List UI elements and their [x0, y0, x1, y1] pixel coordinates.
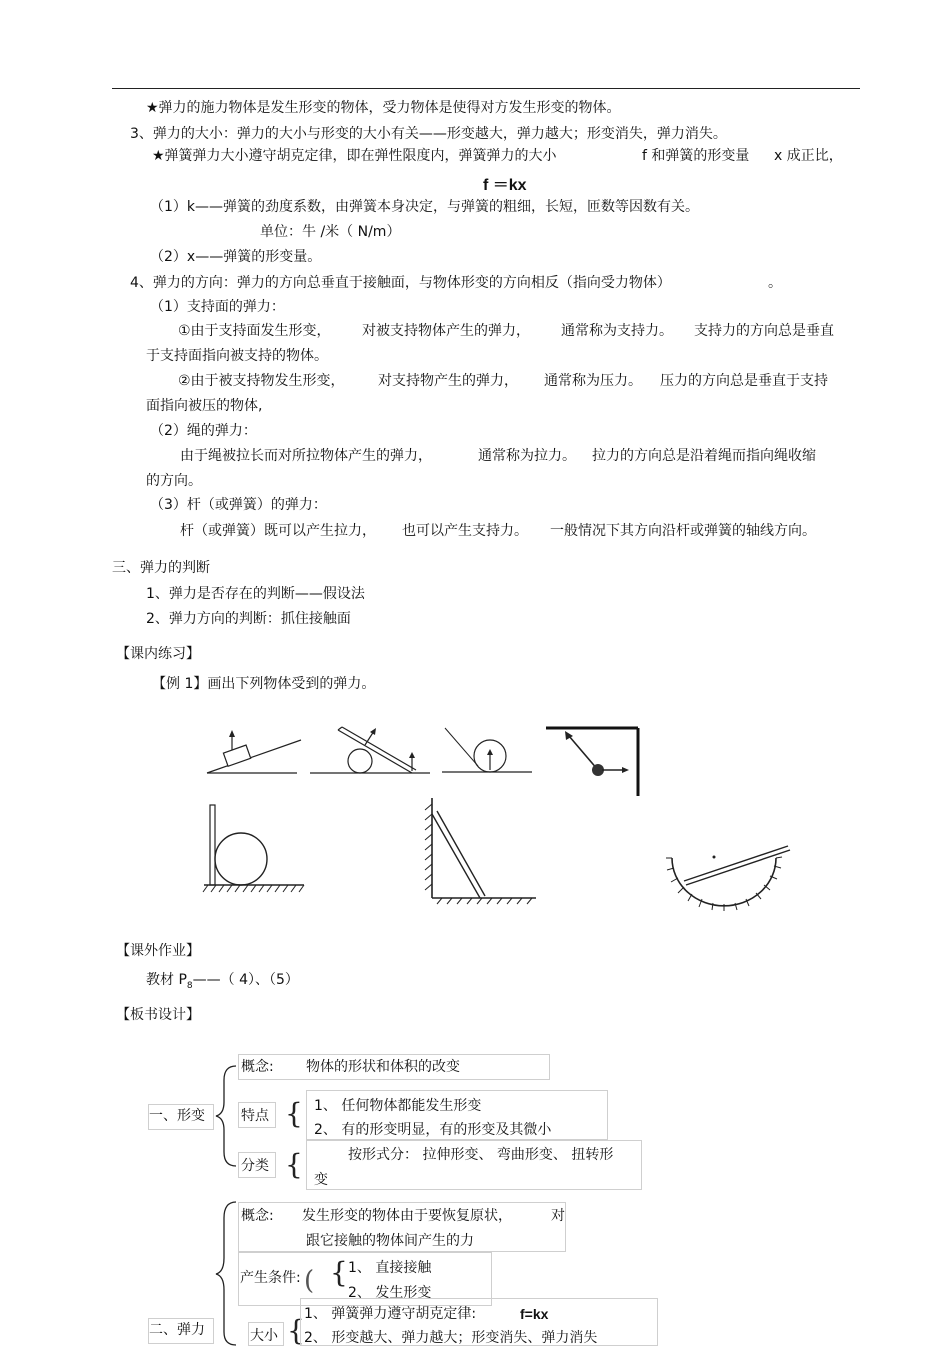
figure-ball-under-plank [308, 725, 433, 777]
board-concept2-a: 发生形变的物体由于要恢复原状， [302, 1208, 512, 1224]
text-line: 一般情况下其方向沿杆或弹簧的轴线方向。 [550, 523, 816, 539]
header-rule [112, 88, 860, 89]
brace-icon: { [330, 1256, 348, 1289]
board-size-formula: f=kx [520, 1306, 549, 1322]
text-line: （2）绳的弹力： [150, 423, 257, 439]
text-line: （1）k——弹簧的劲度系数，由弹簧本身决定，与弹簧的粗细，长短，匝数等因数有关。 [150, 199, 700, 215]
text-line: 拉力的方向总是沿着绳而指向绳收缩 [592, 448, 816, 464]
text-line: 对支持物产生的弹力， [378, 373, 518, 389]
text-line: 支持力的方向总是垂直 [694, 323, 834, 339]
board-class-text-b: 变 [314, 1172, 328, 1188]
text-line: 。 [768, 275, 782, 291]
board-feature-label: 特点 [241, 1108, 269, 1124]
figure-ball-against-wall [202, 803, 307, 895]
board-concept-label: 概念: [241, 1059, 274, 1075]
homework-line [146, 970, 299, 996]
text-line: 由于绳被拉长而对所拉物体产生的弹力， [180, 448, 432, 464]
board-cond-1: 1、 直接接触 [348, 1260, 432, 1276]
board-cond-label: 产生条件: [240, 1270, 301, 1286]
text-line: （3）杆（或弹簧）的弹力： [150, 497, 327, 513]
board-concept-text: 物体的形状和体积的改变 [306, 1059, 460, 1075]
board-feature-2: 2、 有的形变明显，有的形变及其微小 [314, 1122, 552, 1138]
text-line: 4、弹力的方向：弹力的方向总垂直于接触面，与物体形变的方向相反（指向受力物体） [130, 275, 671, 291]
homework-text-2: ——（ 4）、（5） [192, 972, 299, 988]
board-concept2-b: 对 [551, 1208, 565, 1224]
brace-icon: ( [304, 1266, 315, 1296]
text-line: 对被支持物体产生的弹力， [362, 323, 530, 339]
text-line: 2、弹力方向的判断：抓住接触面 [146, 611, 351, 627]
text-line: 通常称为支持力。 [561, 323, 673, 339]
text-line: f 和弹簧的形变量 [642, 148, 750, 164]
section-heading: 【课内练习】 [116, 646, 200, 662]
text-line: （2）x——弹簧的形变量。 [150, 249, 322, 265]
homework-subscript: 8 [186, 980, 193, 991]
text-line: ★弹簧弹力大小遵守胡克定律，即在弹性限度内，弹簧弹力的大小 [152, 148, 557, 164]
text-line: （1）支持面的弹力： [150, 299, 285, 315]
figure-block-on-incline [205, 728, 305, 778]
hooke-formula: f ＝kx [483, 177, 527, 194]
brace-icon: { [285, 1148, 303, 1181]
brace-icon: { [285, 1097, 303, 1130]
text-line: 压力的方向总是垂直于支持 [660, 373, 828, 389]
figure-ball-on-rod [544, 724, 644, 799]
text-line: ①由于支持面发生形变， [178, 323, 331, 339]
text-line: ②由于被支持物发生形变， [178, 373, 345, 389]
figure-rod-in-bowl [664, 840, 794, 912]
section-heading: 【板书设计】 [116, 1007, 200, 1023]
text-line: 杆（或弹簧）既可以产生拉力， [180, 523, 376, 539]
board-class-text: 按形式分： 拉伸形变、 弯曲形变、 扭转形 [348, 1147, 614, 1163]
text-line: 的方向。 [146, 473, 202, 489]
board-size-label: 大小 [250, 1328, 278, 1344]
board-cond-2: 2、 发生形变 [348, 1285, 432, 1301]
text-line: 【例 1】画出下列物体受到的弹力。 [152, 676, 376, 692]
text-line: 通常称为拉力。 [478, 448, 576, 464]
board-concept2-c: 跟它接触的物体间产生的力 [306, 1233, 474, 1249]
board-size-1: 1、 弹簧弹力遵守胡克定律: [304, 1306, 477, 1322]
homework-text: 教材 P [146, 972, 187, 988]
section-heading: 三、弹力的判断 [112, 560, 210, 576]
figure-ball-on-ground [440, 722, 535, 777]
section-heading: 【课外作业】 [116, 943, 200, 959]
text-line: 通常称为压力。 [544, 373, 642, 389]
text-line: 于支持面指向被支持的物体。 [146, 348, 328, 364]
text-line: 面指向被压的物体, [146, 398, 263, 414]
figure-rod-against-wall [420, 796, 540, 906]
text-line: ★弹力的施力物体是发生形变的物体，受力物体是使得对方发生形变的物体。 [146, 100, 621, 116]
board-size-2: 2、 形变越大、弹力越大；形变消失、弹力消失 [304, 1330, 598, 1346]
text-line: 1、弹力是否存在的判断——假设法 [146, 586, 365, 602]
board-feature-1: 1、 任何物体都能发生形变 [314, 1098, 482, 1114]
board-class-label: 分类 [241, 1158, 269, 1174]
text-line: 3、弹力的大小：弹力的大小与形变的大小有关——形变越大，弹力越大；形变消失，弹力消失。 [130, 126, 727, 142]
brace-icon: { [287, 1314, 305, 1347]
text-line: 也可以产生支持力。 [402, 523, 528, 539]
board-deform: 一、形变 [149, 1108, 205, 1124]
text-line: x 成正比， [774, 148, 843, 164]
board-elastic: 二、弹力 [149, 1322, 205, 1338]
board-concept2-label: 概念: [241, 1208, 274, 1224]
text-line: 单位：牛 /米（ N/m） [260, 224, 401, 240]
